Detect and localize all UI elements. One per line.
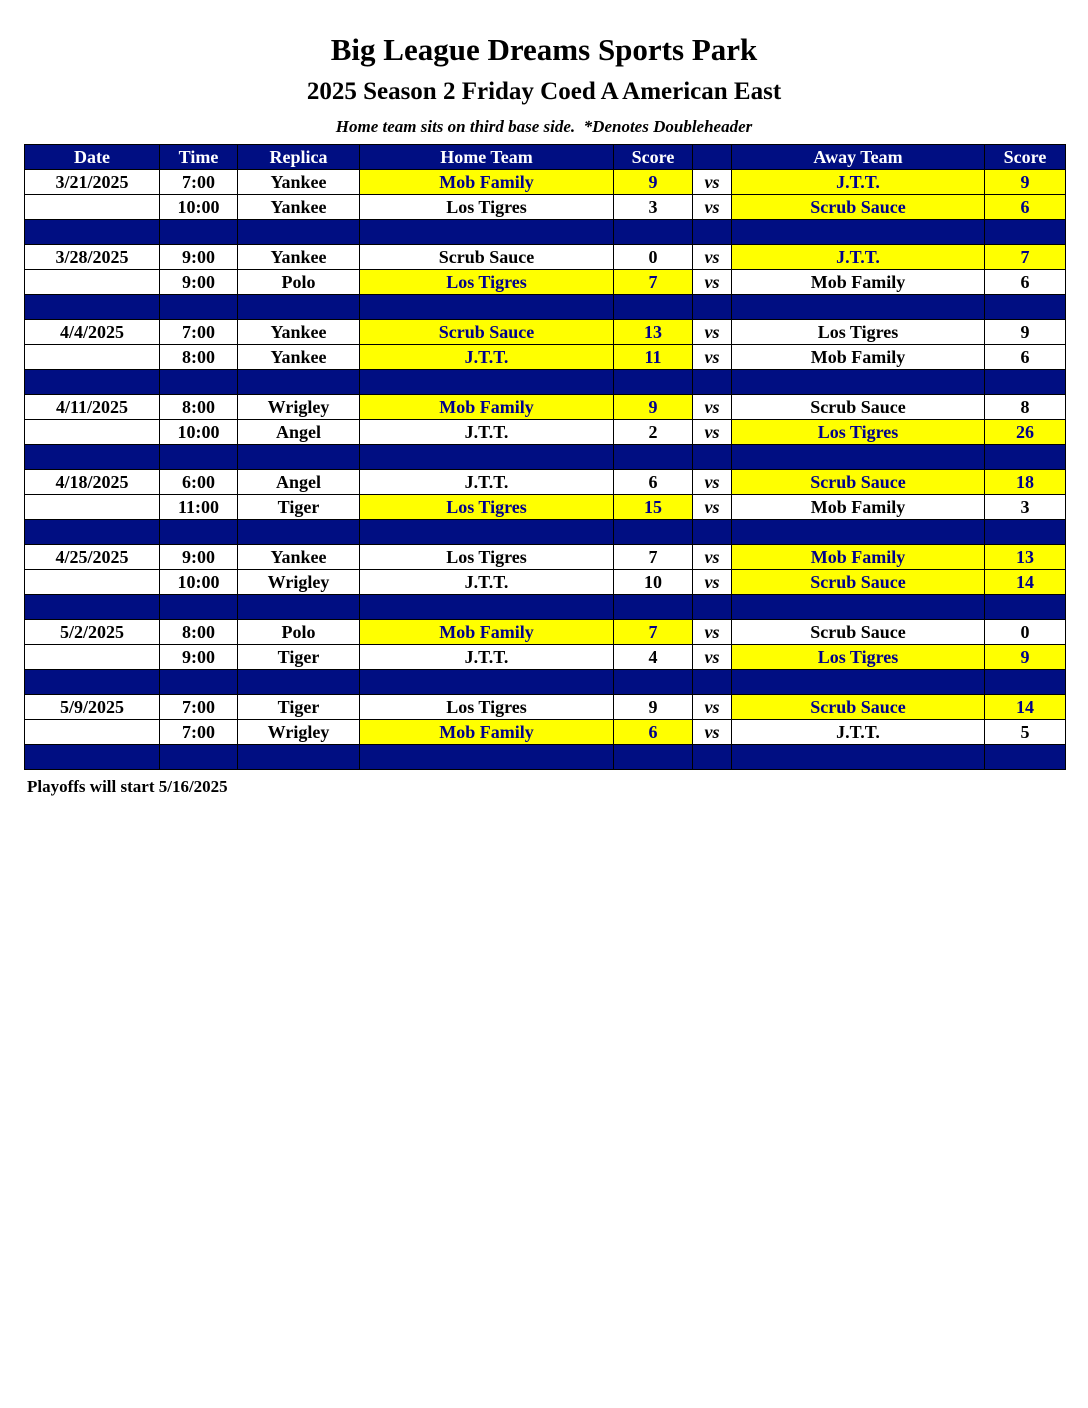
away-team: Scrub Sauce (732, 570, 985, 595)
separator-cell (238, 295, 360, 320)
separator-cell (693, 295, 732, 320)
game-time: 8:00 (160, 620, 238, 645)
separator-cell (985, 745, 1066, 770)
game-date: 3/21/2025 (25, 170, 160, 195)
game-field: Tiger (238, 495, 360, 520)
separator-cell (238, 520, 360, 545)
table-row (25, 420, 1066, 445)
week-separator-row (25, 595, 1066, 620)
table-row (25, 395, 1066, 420)
home-team: Mob Family (360, 720, 614, 745)
away-team: Scrub Sauce (732, 620, 985, 645)
home-score: 3 (614, 195, 693, 220)
game-field: Yankee (238, 245, 360, 270)
home-team: Scrub Sauce (360, 320, 614, 345)
separator-cell (160, 670, 238, 695)
separator-cell (160, 745, 238, 770)
table-row (25, 620, 1066, 645)
away-team: Los Tigres (732, 645, 985, 670)
game-field: Yankee (238, 320, 360, 345)
game-field: Tiger (238, 695, 360, 720)
away-score: 6 (985, 270, 1066, 295)
separator-cell (360, 220, 614, 245)
away-team: J.T.T. (732, 720, 985, 745)
game-time: 8:00 (160, 345, 238, 370)
game-field: Angel (238, 420, 360, 445)
game-time: 9:00 (160, 270, 238, 295)
game-time: 8:00 (160, 395, 238, 420)
home-score: 2 (614, 420, 693, 445)
home-score: 7 (614, 270, 693, 295)
away-score: 9 (985, 645, 1066, 670)
separator-cell (160, 295, 238, 320)
vs-label: vs (693, 420, 732, 445)
column-header-vs (693, 145, 732, 170)
separator-cell (360, 370, 614, 395)
away-score: 0 (985, 620, 1066, 645)
game-time: 9:00 (160, 645, 238, 670)
separator-cell (238, 745, 360, 770)
separator-cell (732, 520, 985, 545)
column-header-home-score: Score (614, 145, 693, 170)
separator-cell (693, 370, 732, 395)
game-time: 7:00 (160, 695, 238, 720)
separator-cell (25, 295, 160, 320)
game-date (25, 270, 160, 295)
separator-cell (732, 745, 985, 770)
home-team: Mob Family (360, 620, 614, 645)
home-team: J.T.T. (360, 570, 614, 595)
separator-cell (732, 220, 985, 245)
away-score: 14 (985, 695, 1066, 720)
separator-cell (732, 595, 985, 620)
away-score: 9 (985, 320, 1066, 345)
separator-cell (732, 295, 985, 320)
home-team: J.T.T. (360, 470, 614, 495)
away-score: 7 (985, 245, 1066, 270)
separator-cell (25, 520, 160, 545)
table-row (25, 495, 1066, 520)
game-field: Yankee (238, 195, 360, 220)
home-score: 9 (614, 395, 693, 420)
vs-label: vs (693, 570, 732, 595)
separator-cell (160, 520, 238, 545)
separator-cell (360, 670, 614, 695)
away-score: 18 (985, 470, 1066, 495)
table-row (25, 570, 1066, 595)
separator-cell (25, 370, 160, 395)
home-score: 0 (614, 245, 693, 270)
page-subtitle: 2025 Season 2 Friday Coed A American East (306, 78, 782, 105)
vs-label: vs (693, 645, 732, 670)
separator-cell (25, 745, 160, 770)
separator-cell (693, 595, 732, 620)
away-team: Mob Family (732, 495, 985, 520)
playoffs-note: Playoffs will start 5/16/2025 (27, 777, 228, 796)
separator-cell (25, 220, 160, 245)
away-score: 26 (985, 420, 1066, 445)
separator-cell (238, 445, 360, 470)
home-team: Los Tigres (360, 695, 614, 720)
home-team: Los Tigres (360, 195, 614, 220)
separator-cell (360, 295, 614, 320)
game-date (25, 720, 160, 745)
away-team: Los Tigres (732, 420, 985, 445)
week-separator-row (25, 670, 1066, 695)
schedule-note: Home team sits on third base side. *Denotes Doubleheader (335, 117, 753, 136)
home-team: J.T.T. (360, 645, 614, 670)
column-header-date: Date (25, 145, 160, 170)
away-team: J.T.T. (732, 245, 985, 270)
table-row (25, 470, 1066, 495)
away-team: Scrub Sauce (732, 695, 985, 720)
home-score: 13 (614, 320, 693, 345)
game-date (25, 195, 160, 220)
table-row (25, 245, 1066, 270)
vs-label: vs (693, 320, 732, 345)
game-time: 9:00 (160, 545, 238, 570)
game-field: Yankee (238, 345, 360, 370)
separator-cell (985, 445, 1066, 470)
separator-cell (985, 520, 1066, 545)
vs-label: vs (693, 270, 732, 295)
away-team: J.T.T. (732, 170, 985, 195)
table-row (25, 170, 1066, 195)
week-separator-row (25, 745, 1066, 770)
column-header-replica: Replica (238, 145, 360, 170)
game-time: 9:00 (160, 245, 238, 270)
separator-cell (985, 595, 1066, 620)
schedule-body (25, 170, 1066, 770)
home-team: Los Tigres (360, 545, 614, 570)
table-header-row (25, 145, 1066, 170)
table-row (25, 720, 1066, 745)
week-separator-row (25, 295, 1066, 320)
separator-cell (732, 370, 985, 395)
separator-cell (614, 670, 693, 695)
separator-cell (360, 595, 614, 620)
home-score: 7 (614, 545, 693, 570)
separator-cell (614, 595, 693, 620)
column-header-away-team: Away Team (732, 145, 985, 170)
separator-cell (614, 370, 693, 395)
separator-cell (25, 670, 160, 695)
table-row (25, 695, 1066, 720)
week-separator-row (25, 445, 1066, 470)
separator-cell (360, 520, 614, 545)
game-date: 5/2/2025 (25, 620, 160, 645)
week-separator-row (25, 220, 1066, 245)
separator-cell (238, 370, 360, 395)
game-date: 4/11/2025 (25, 395, 160, 420)
away-score: 8 (985, 395, 1066, 420)
game-time: 10:00 (160, 420, 238, 445)
separator-cell (360, 445, 614, 470)
separator-cell (25, 595, 160, 620)
game-date: 4/25/2025 (25, 545, 160, 570)
home-score: 6 (614, 470, 693, 495)
game-field: Wrigley (238, 395, 360, 420)
separator-cell (693, 445, 732, 470)
game-date (25, 495, 160, 520)
game-time: 11:00 (160, 495, 238, 520)
separator-cell (238, 220, 360, 245)
home-score: 11 (614, 345, 693, 370)
column-header-away-score: Score (985, 145, 1066, 170)
separator-cell (614, 745, 693, 770)
game-time: 10:00 (160, 195, 238, 220)
separator-cell (238, 670, 360, 695)
game-time: 7:00 (160, 320, 238, 345)
away-score: 5 (985, 720, 1066, 745)
vs-label: vs (693, 495, 732, 520)
game-field: Polo (238, 620, 360, 645)
home-team: Los Tigres (360, 270, 614, 295)
table-row (25, 320, 1066, 345)
game-time: 7:00 (160, 170, 238, 195)
home-team: Los Tigres (360, 495, 614, 520)
game-date (25, 345, 160, 370)
home-score: 15 (614, 495, 693, 520)
home-team: J.T.T. (360, 420, 614, 445)
home-score: 7 (614, 620, 693, 645)
away-score: 6 (985, 345, 1066, 370)
away-team: Los Tigres (732, 320, 985, 345)
game-date (25, 645, 160, 670)
separator-cell (238, 595, 360, 620)
home-score: 10 (614, 570, 693, 595)
table-row (25, 545, 1066, 570)
game-field: Polo (238, 270, 360, 295)
game-time: 10:00 (160, 570, 238, 595)
table-row (25, 195, 1066, 220)
vs-label: vs (693, 245, 732, 270)
game-date: 5/9/2025 (25, 695, 160, 720)
away-team: Scrub Sauce (732, 470, 985, 495)
separator-cell (985, 220, 1066, 245)
home-team: Scrub Sauce (360, 245, 614, 270)
separator-cell (614, 295, 693, 320)
separator-cell (693, 745, 732, 770)
away-score: 6 (985, 195, 1066, 220)
home-team: J.T.T. (360, 345, 614, 370)
game-date (25, 420, 160, 445)
table-row (25, 270, 1066, 295)
separator-cell (160, 595, 238, 620)
game-field: Angel (238, 470, 360, 495)
column-header-home-team: Home Team (360, 145, 614, 170)
separator-cell (693, 520, 732, 545)
away-score: 9 (985, 170, 1066, 195)
week-separator-row (25, 520, 1066, 545)
vs-label: vs (693, 195, 732, 220)
away-score: 3 (985, 495, 1066, 520)
separator-cell (614, 520, 693, 545)
column-header-time: Time (160, 145, 238, 170)
home-score: 9 (614, 170, 693, 195)
away-score: 13 (985, 545, 1066, 570)
game-field: Wrigley (238, 720, 360, 745)
away-team: Scrub Sauce (732, 195, 985, 220)
away-team: Mob Family (732, 545, 985, 570)
separator-cell (614, 445, 693, 470)
game-field: Wrigley (238, 570, 360, 595)
game-date (25, 570, 160, 595)
home-team: Mob Family (360, 170, 614, 195)
home-score: 9 (614, 695, 693, 720)
away-score: 14 (985, 570, 1066, 595)
away-team: Mob Family (732, 345, 985, 370)
home-score: 6 (614, 720, 693, 745)
separator-cell (360, 745, 614, 770)
game-field: Yankee (238, 545, 360, 570)
separator-cell (985, 295, 1066, 320)
vs-label: vs (693, 695, 732, 720)
week-separator-row (25, 370, 1066, 395)
game-date: 4/4/2025 (25, 320, 160, 345)
game-time: 6:00 (160, 470, 238, 495)
separator-cell (693, 670, 732, 695)
home-score: 4 (614, 645, 693, 670)
table-row (25, 645, 1066, 670)
vs-label: vs (693, 170, 732, 195)
separator-cell (614, 220, 693, 245)
separator-cell (25, 445, 160, 470)
vs-label: vs (693, 720, 732, 745)
separator-cell (160, 370, 238, 395)
game-field: Tiger (238, 645, 360, 670)
vs-label: vs (693, 470, 732, 495)
vs-label: vs (693, 620, 732, 645)
vs-label: vs (693, 395, 732, 420)
table-row (25, 345, 1066, 370)
schedule-table (24, 144, 1066, 770)
separator-cell (985, 670, 1066, 695)
separator-cell (985, 370, 1066, 395)
home-team: Mob Family (360, 395, 614, 420)
separator-cell (732, 670, 985, 695)
separator-cell (732, 445, 985, 470)
game-date: 3/28/2025 (25, 245, 160, 270)
page-title: Big League Dreams Sports Park (330, 32, 758, 67)
separator-cell (160, 220, 238, 245)
vs-label: vs (693, 345, 732, 370)
game-date: 4/18/2025 (25, 470, 160, 495)
game-field: Yankee (238, 170, 360, 195)
vs-label: vs (693, 545, 732, 570)
separator-cell (160, 445, 238, 470)
game-time: 7:00 (160, 720, 238, 745)
separator-cell (693, 220, 732, 245)
away-team: Mob Family (732, 270, 985, 295)
away-team: Scrub Sauce (732, 395, 985, 420)
